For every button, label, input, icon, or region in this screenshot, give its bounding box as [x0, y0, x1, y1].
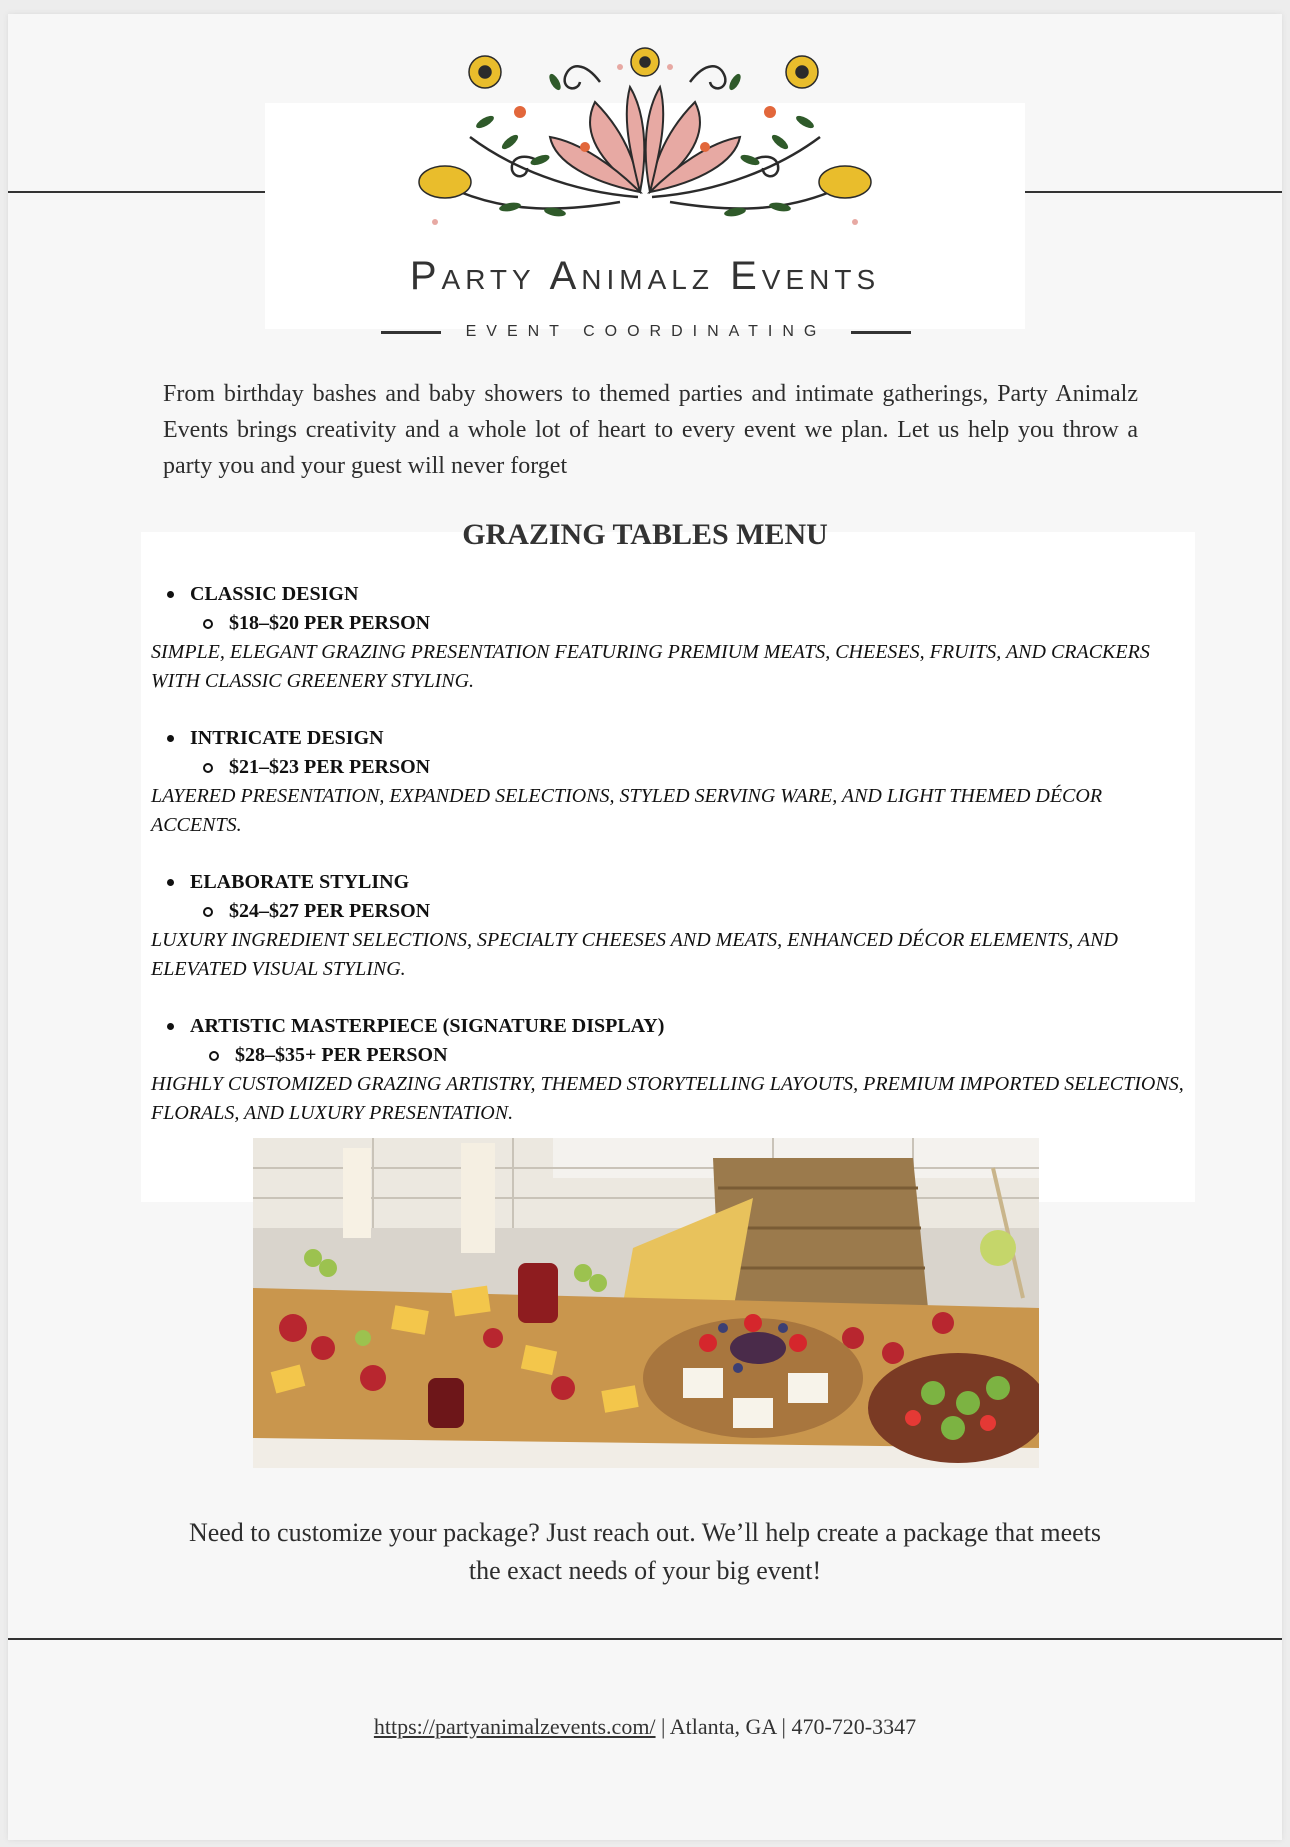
tier-price: $21–$23 PER PERSON [229, 756, 431, 778]
tagline-bar-right [851, 331, 911, 334]
tier-price-row [145, 753, 1195, 782]
bullet-dot-icon [167, 591, 174, 598]
grazing-table-photo [253, 1138, 1039, 1468]
tier-price: $24–$27 PER PERSON [229, 900, 431, 922]
tier-price-row [145, 897, 1195, 926]
bullet-ring-icon [203, 907, 213, 917]
menu-tier [145, 868, 1195, 984]
tier-description: HIGHLY CUSTOMIZED GRAZING ARTISTRY, THEMED STORYTELLING LAYOUTS, PREMIUM IMPORTED SELECTIONS, FLORALS, AND LUXURY PRESENTATION. [151, 1073, 1184, 1124]
tier-description: SIMPLE, ELEGANT GRAZING PRESENTATION FEATURING PREMIUM MEATS, CHEESES, FRUITS, AND CRACKERS WITH CLASSIC GREENERY STYLING. [151, 641, 1150, 692]
bullet-dot-icon [167, 735, 174, 742]
menu-tier [145, 1012, 1195, 1128]
tier-price-row [145, 1041, 1195, 1070]
menu-tier [145, 580, 1195, 696]
tier-description: LAYERED PRESENTATION, EXPANDED SELECTIONS, STYLED SERVING WARE, AND LIGHT THEMED DÉCOR ACCENTS. [151, 785, 1103, 836]
flower-icon-left [469, 56, 501, 88]
bullet-ring-icon [209, 1051, 219, 1061]
tier-name: INTRICATE DESIGN [190, 727, 384, 749]
tier-price: $28–$35+ PER PERSON [235, 1044, 448, 1066]
floral-logo-art [390, 42, 900, 238]
tagline-row [381, 320, 911, 344]
tier-name: ARTISTIC MASTERPIECE (SIGNATURE DISPLAY) [190, 1015, 665, 1037]
bullet-dot-icon [167, 879, 174, 886]
brand-name: Party Animalz Events [409, 254, 881, 298]
tier-name: CLASSIC DESIGN [190, 583, 359, 605]
tier-description: LUXURY INGREDIENT SELECTIONS, SPECIALTY CHEESES AND MEATS, ENHANCED DÉCOR ELEMENTS, AND ELEVATED VISUAL STYLING. [151, 929, 1118, 980]
tier-price-row [145, 609, 1195, 638]
menu-tier [145, 724, 1195, 840]
tier-name-row [145, 724, 1195, 753]
bullet-dot-icon [167, 1023, 174, 1030]
tier-name-row [145, 1012, 1195, 1041]
tier-price: $18–$20 PER PERSON [229, 612, 431, 634]
menu-title: GRAZING TABLES MENU [462, 518, 828, 551]
customize-note: Need to customize your package? Just reach out. We’ll help create a package that meets the exact needs of your big event! [188, 1518, 1102, 1585]
tagline-bar-left [381, 331, 441, 334]
footer-contact [8, 1714, 1282, 1740]
website-link[interactable]: https://partyanimalzevents.com/ [373, 1714, 656, 1739]
menu-tier-list [145, 580, 1195, 1156]
tier-name: ELABORATE STYLING [190, 871, 410, 893]
tagline: EVENT COORDINATING [465, 323, 827, 340]
tier-name-row [145, 868, 1195, 897]
document-page [8, 14, 1282, 1840]
footer-location-phone: | Atlanta, GA | 470-720-3347 [655, 1714, 917, 1739]
bullet-ring-icon [203, 763, 213, 773]
bullet-ring-icon [203, 619, 213, 629]
intro-paragraph: From birthday bashes and baby showers to themed parties and intimate gatherings, Party Animalz Events brings creativity and a whole lot of heart to every event we plan. Let us help you throw a party you and your guest will never forget [163, 381, 1138, 479]
tier-name-row [145, 580, 1195, 609]
footer-rule [8, 1638, 1282, 1640]
